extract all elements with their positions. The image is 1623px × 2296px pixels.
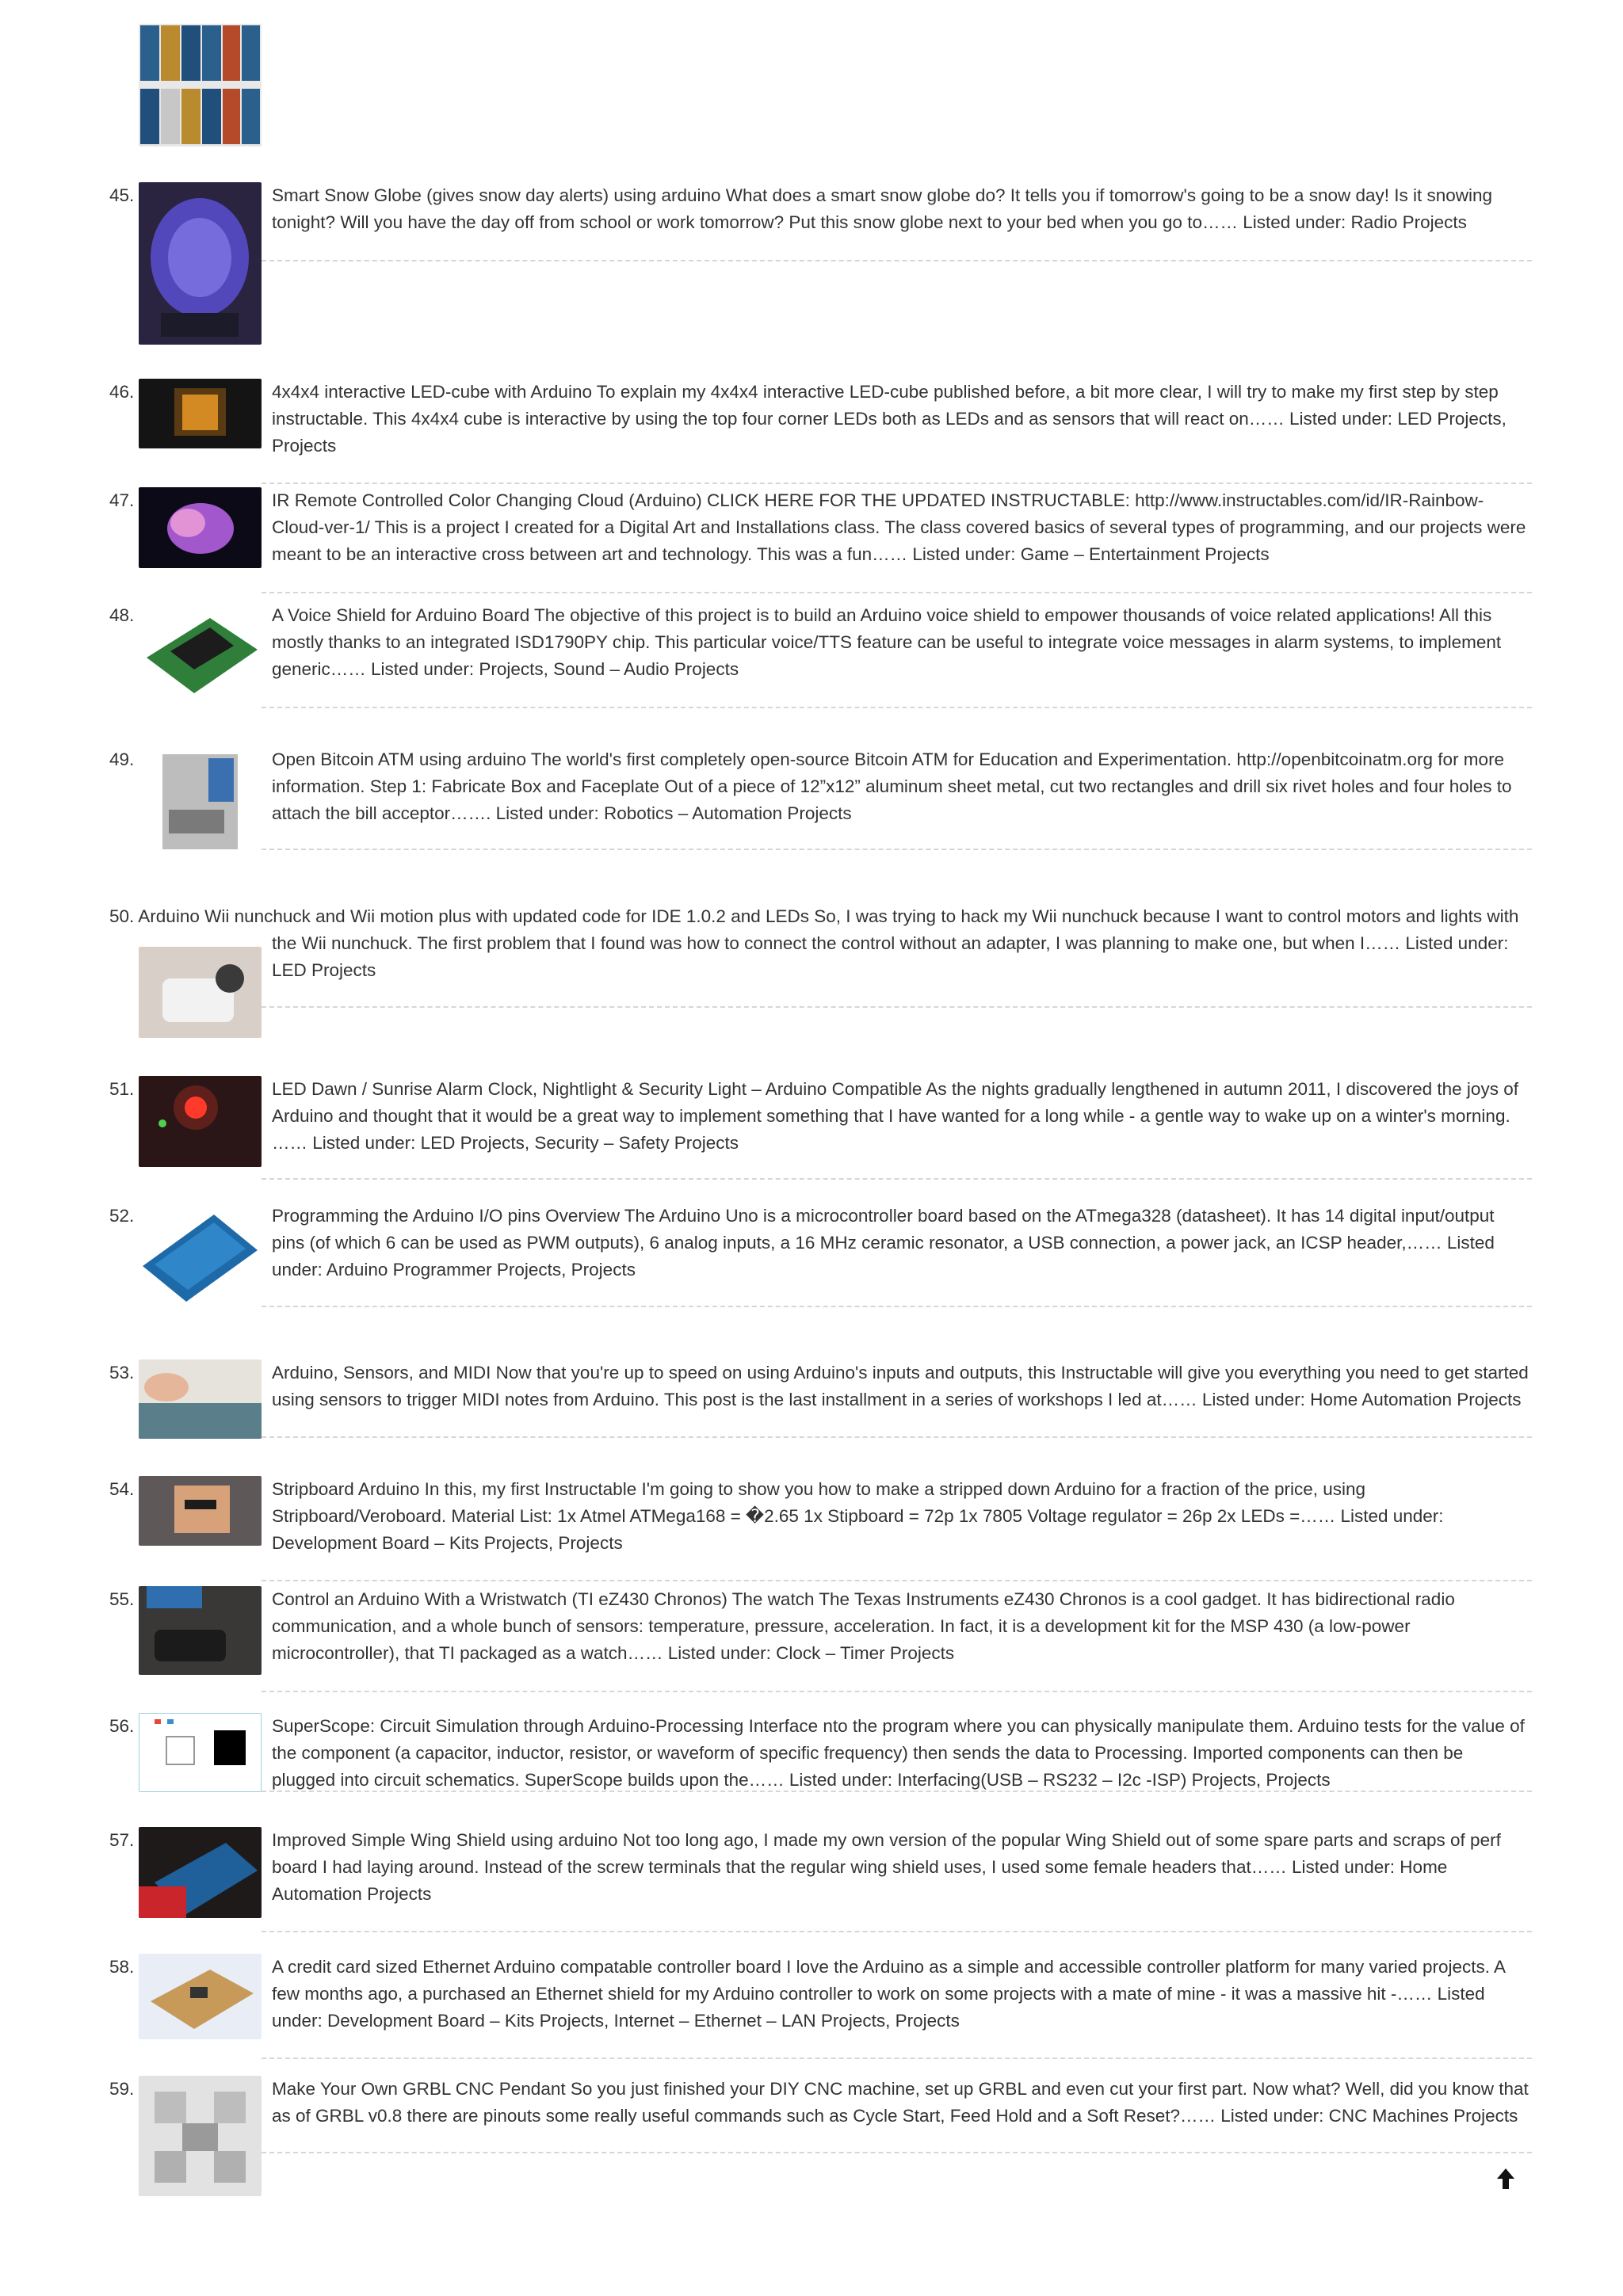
item-number: 48.	[109, 605, 135, 625]
divider	[262, 592, 1532, 593]
item-number: 51.	[109, 1079, 135, 1099]
item-description: Improved Simple Wing Shield using arduino Not too long ago, I made my own version of the popular Wing Shield out of some spare parts and scraps of perf board I had laying around. Instead of the screw terminals that the regular wing shield uses, I used some female headers that…… Listed under: Home Automation Projects	[272, 1830, 1501, 1904]
wristwatch-thumbnail[interactable]	[139, 1586, 262, 1675]
item-description: the Wii nunchuck. The first problem that I found was how to connect the control without an adapter, I was planning to make one, but when I…… Listed under: LED Projects	[272, 933, 1509, 980]
item-description: Make Your Own GRBL CNC Pendant So you just finished your DIY CNC machine, set up GRBL and even cut your first part. Now what? Well, did you know that as of GRBL v0.8 there are pinouts some really useful commands such as Cycle Start, Feed Hold and a Soft Reset?…… Listed under: CNC Machines Projects	[272, 2079, 1529, 2126]
snow-globe-thumbnail[interactable]	[139, 182, 262, 345]
item-title-text: Arduino Wii nunchuck and Wii motion plus with updated code for IDE 1.0.2 and LEDs So, I was trying to hack my Wii nunchuck because I want to control motors and lights with	[138, 906, 1519, 926]
arrow-up-icon	[1495, 2167, 1516, 2191]
item-number: 57.	[109, 1830, 135, 1850]
superscope-thumbnail[interactable]	[139, 1713, 262, 1792]
item-number: 46.	[109, 382, 135, 402]
pixelated-thumbnail[interactable]	[139, 2076, 262, 2196]
item-number: 56.	[109, 1716, 135, 1736]
item-number: 49.	[109, 749, 135, 769]
divider	[262, 1006, 1532, 1008]
arduino-uno-thumbnail[interactable]	[139, 1203, 262, 1306]
item-description: Programming the Arduino I/O pins Overview The Arduino Uno is a microcontroller board based on the ATmega328 (datasheet). It has 14 digital input/output pins (of which 6 can be used as PWM outputs), 6 analog inputs, a 16 MHz ceramic resonator, a USB connection, a power jack, an ICSP header,…… Listed under: Arduino Programmer Projects, Projects	[272, 1206, 1495, 1280]
item-title	[109, 903, 1518, 930]
divider	[262, 1178, 1532, 1180]
arduino-boards-thumbnail[interactable]	[139, 24, 262, 147]
item-number: 53.	[109, 1363, 135, 1383]
item-description: Open Bitcoin ATM using arduino The world's first completely open-source Bitcoin ATM for Education and Experimentation. http://openbitcoinatm.org for more information. Step 1: Fabricate Box and Faceplate Out of a piece of 12”x12” aluminum sheet metal, cut two rectangles and drill six rivet holes and four holes to attach the bill acceptor……. Listed under: Robotics – Automation Projects	[272, 749, 1512, 823]
item-description: SuperScope: Circuit Simulation through Arduino-Processing Interface nto the program where you can physically manipulate them. Arduino tests for the value of the component (a capacitor, inductor, resistor, or waveform of specific frequency) then sends the data to Processing. Imported components can then be plugged into circuit schematics. SuperScope builds upon the…… Listed under: Interfacing(USB – RS232 – I2c -ISP) Projects, Projects	[272, 1716, 1525, 1790]
divider	[262, 2152, 1532, 2153]
divider	[262, 1931, 1532, 1932]
divider	[262, 1691, 1532, 1692]
stripboard-arduino-thumbnail[interactable]	[139, 1476, 262, 1546]
midi-sensors-thumbnail[interactable]	[139, 1360, 262, 1439]
item-number: 45.	[109, 185, 135, 205]
divider	[262, 707, 1532, 708]
divider	[262, 1306, 1532, 1307]
divider	[262, 2058, 1532, 2059]
item-description: Stripboard Arduino In this, my first Instructable I'm going to show you how to make a stripped down Arduino for a fraction of the price, using Stripboard/Veroboard. Material List: 1x Atmel ATMega168 = �2.65 1x Stipboard = 72p 1x 7805 Voltage regulator = 26p 2x LEDs =…… Listed under: Development Board – Kits Projects, Projects	[272, 1479, 1444, 1553]
wii-nunchuck-thumbnail[interactable]	[139, 947, 262, 1038]
led-cube-thumbnail[interactable]	[139, 379, 262, 448]
item-number: 58.	[109, 1957, 135, 1977]
bitcoin-atm-thumbnail[interactable]	[139, 746, 262, 857]
item-description: IR Remote Controlled Color Changing Cloud (Arduino) CLICK HERE FOR THE UPDATED INSTRUCTABLE: http://www.instructables.com/id/IR-Rainbow-Cloud-ver-1/ This is a project I created for a Digital Art and Installations class. The class covered basics of several types of programming, and our projects were meant to be an interactive cross between art and technology. This was a fun…… Listed under: Game – Entertainment Projects	[272, 490, 1526, 564]
item-description: 4x4x4 interactive LED-cube with Arduino To explain my 4x4x4 interactive LED-cube published before, a bit more clear, I will try to make my first step by step instructable. This 4x4x4 cube is interactive by using the top four corner LEDs both as LEDs and as sensors that will react on…… Listed under: LED Projects, Projects	[272, 382, 1507, 456]
item-description: Arduino, Sensors, and MIDI Now that you're up to speed on using Arduino's inputs and outputs, this Instructable will give you everything you need to get started using sensors to trigger MIDI notes from Arduino. This post is the last installment in a series of workshops I led at…… Listed under: Home Automation Projects	[272, 1363, 1529, 1409]
item-description: A Voice Shield for Arduino Board The objective of this project is to build an Arduino voice shield to empower thousands of voice related applications! All this mostly thanks to an integrated ISD1790PY chip. This particular voice/TTS feature can be useful to integrate voice messages in alarm systems, to implement generic…… Listed under: Projects, Sound – Audio Projects	[272, 605, 1502, 679]
divider	[262, 260, 1532, 261]
item-number: 59.	[109, 2079, 135, 2099]
item-description: Control an Arduino With a Wristwatch (TI eZ430 Chronos) The watch The Texas Instruments eZ430 Chronos is a cool gadget. It has bidirectional radio communication, and a whole bunch of sensors: temperature, pressure, acceleration. In fact, it is a development kit for the MSP 430 (a low-power microcontroller), that TI packaged as a watch…… Listed under: Clock – Timer Projects	[272, 1589, 1455, 1663]
divider	[262, 849, 1532, 850]
item-number: 55.	[109, 1589, 135, 1609]
item-description: Smart Snow Globe (gives snow day alerts) using arduino What does a smart snow globe do? It tells you if tomorrow's going to be a snow day! Is it snowing tonight? Will you have the day off from school or work tomorrow? Put this snow globe next to your bed when you go to…… Listed under: Radio Projects	[272, 185, 1493, 232]
item-number: 52.	[109, 1206, 135, 1226]
item-number: 54.	[109, 1479, 135, 1499]
divider	[262, 482, 1532, 484]
color-cloud-thumbnail[interactable]	[139, 487, 262, 568]
alarm-clock-thumbnail[interactable]	[139, 1076, 262, 1167]
back-to-top-button[interactable]	[1490, 2163, 1522, 2195]
wing-shield-thumbnail[interactable]	[139, 1827, 262, 1918]
divider	[262, 1436, 1532, 1438]
item-description: A credit card sized Ethernet Arduino compatable controller board I love the Arduino as a simple and accessible controller platform for many varied projects. A few months ago, a purchased an Ethernet shield for my Arduino controller to work on some projects with a mate of mine - it was a massive hit -…… Listed under: Development Board – Kits Projects, Internet – Ethernet – LAN Projects, Projects	[272, 1957, 1505, 2031]
divider	[262, 1791, 1532, 1792]
item-number: 47.	[109, 490, 135, 510]
ethernet-board-thumbnail[interactable]	[139, 1954, 262, 2039]
item-number: 50.	[109, 906, 135, 926]
item-description: LED Dawn / Sunrise Alarm Clock, Nightlight & Security Light – Arduino Compatible As the nights gradually lengthened in autumn 2011, I discovered the joys of Arduino and thought that it would be a great way to implement something that I have wanted for a long while - a gentle way to wake up on a winter's morning. …… Listed under: LED Projects, Security – Safety Projects	[272, 1079, 1518, 1153]
voice-shield-thumbnail[interactable]	[139, 602, 262, 701]
divider	[262, 1580, 1532, 1581]
